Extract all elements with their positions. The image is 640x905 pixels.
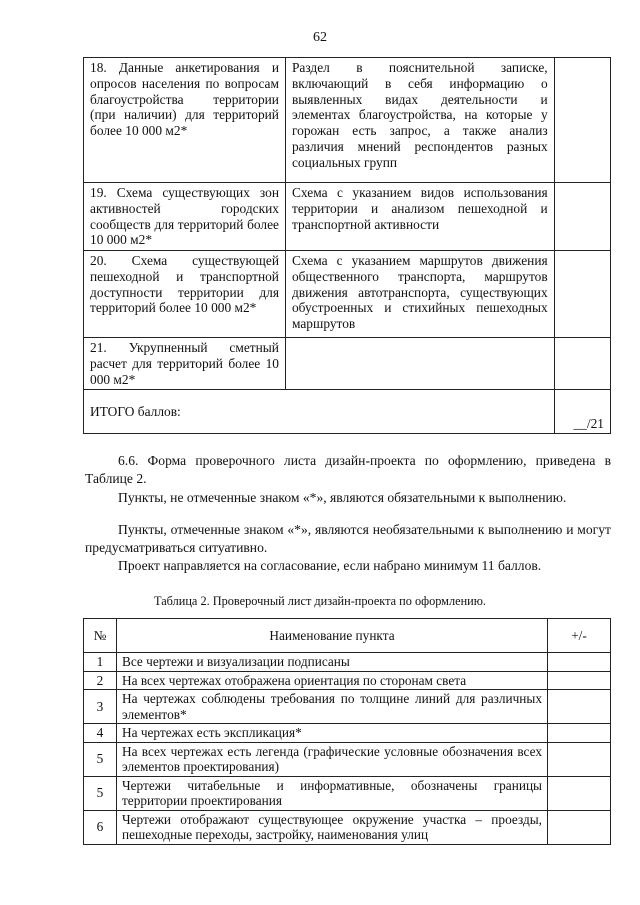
row-name: На всех чертежах есть легенда (графические условные обозначения всех элементов проектирования)	[117, 742, 548, 776]
table-row	[84, 690, 611, 724]
description-cell	[285, 338, 554, 390]
row-mark	[548, 810, 611, 844]
table-row	[84, 776, 611, 810]
table-row	[84, 810, 611, 844]
total-score: __/21	[554, 390, 610, 434]
row-mark	[548, 724, 611, 743]
header-mark: +/-	[548, 619, 611, 653]
score-cell	[554, 251, 610, 338]
row-mark	[548, 776, 611, 810]
score-cell	[554, 183, 610, 251]
paragraph: Проект направляется на согласование, если набрано минимум 11 баллов.	[118, 558, 542, 573]
row-num: 2	[84, 671, 117, 690]
row-name: Все чертежи и визуализации подписаны	[117, 653, 548, 672]
item-cell: 19. Схема существующих зон активностей городских сообществ для территорий более 10 000 м2*	[84, 183, 286, 251]
description-cell: Раздел в пояснительной записке, включающий в себя информацию о выявленных видах деятельности и элементах благоустройства, на которые у горожан есть запрос, а также анализ различия мнений респондентов разных социальных групп	[285, 58, 554, 183]
table-row	[84, 338, 611, 390]
score-cell	[554, 338, 610, 390]
table-row	[84, 742, 611, 776]
row-num: 6	[84, 810, 117, 844]
row-mark	[548, 671, 611, 690]
criteria-table-continued	[83, 57, 611, 434]
header-name: Наименование пункта	[117, 619, 548, 653]
row-name: Чертежи отображают существующее окружение участка – проезды, пешеходные переходы, застройку, наименования улиц	[117, 810, 548, 844]
row-mark	[548, 690, 611, 724]
total-label: ИТОГО баллов:	[84, 390, 555, 434]
header-num: №	[84, 619, 117, 653]
table-row	[84, 653, 611, 672]
description-cell: Схема с указанием видов использования территории и анализом пешеходной и транспортной активности	[285, 183, 554, 251]
row-mark	[548, 742, 611, 776]
row-num: 5	[84, 742, 117, 776]
table-header-row	[84, 619, 611, 653]
total-row	[84, 390, 611, 434]
item-cell: 20. Схема существующей пешеходной и транспортной доступности территории для территорий более 10 000 м2*	[84, 251, 286, 338]
table-row	[84, 671, 611, 690]
page-number: 62	[313, 30, 327, 45]
row-name: На чертежах есть экспликация*	[117, 724, 548, 743]
row-mark	[548, 653, 611, 672]
row-num: 5	[84, 776, 117, 810]
paragraph: Пункты, не отмеченные знаком «*», являются обязательными к выполнению.	[118, 490, 567, 505]
table-caption: Таблица 2. Проверочный лист дизайн-проекта по оформлению.	[154, 594, 486, 608]
paragraph: Пункты, отмеченные знаком «*», являются необязательными к выполнению и могут предусматриваться ситуативно.	[85, 522, 611, 555]
description-cell: Схема с указанием маршрутов движения общественного транспорта, маршрутов движения автотранспорта, существующих обустроенных и стихийных пешеходных маршрутов	[285, 251, 554, 338]
item-cell: 18. Данные анкетирования и опросов населения по вопросам благоустройства территории (при наличии) для территорий более 10 000 м2*	[84, 58, 286, 183]
table-row	[84, 58, 611, 183]
table-row	[84, 724, 611, 743]
row-num: 3	[84, 690, 117, 724]
row-num: 4	[84, 724, 117, 743]
row-num: 1	[84, 653, 117, 672]
design-checklist-table	[83, 618, 611, 845]
row-name: На всех чертежах отображена ориентация по сторонам света	[117, 671, 548, 690]
item-cell: 21. Укрупненный сметный расчет для территорий более 10 000 м2*	[84, 338, 286, 390]
row-name: На чертежах соблюдены требования по толщине линий для различных элементов*	[117, 690, 548, 724]
table-row	[84, 183, 611, 251]
paragraph: 6.6. Форма проверочного листа дизайн-проекта по оформлению, приведена в Таблице 2.	[85, 453, 611, 486]
row-name: Чертежи читабельные и информативные, обозначены границы территории проектирования	[117, 776, 548, 810]
score-cell	[554, 58, 610, 183]
table-row	[84, 251, 611, 338]
